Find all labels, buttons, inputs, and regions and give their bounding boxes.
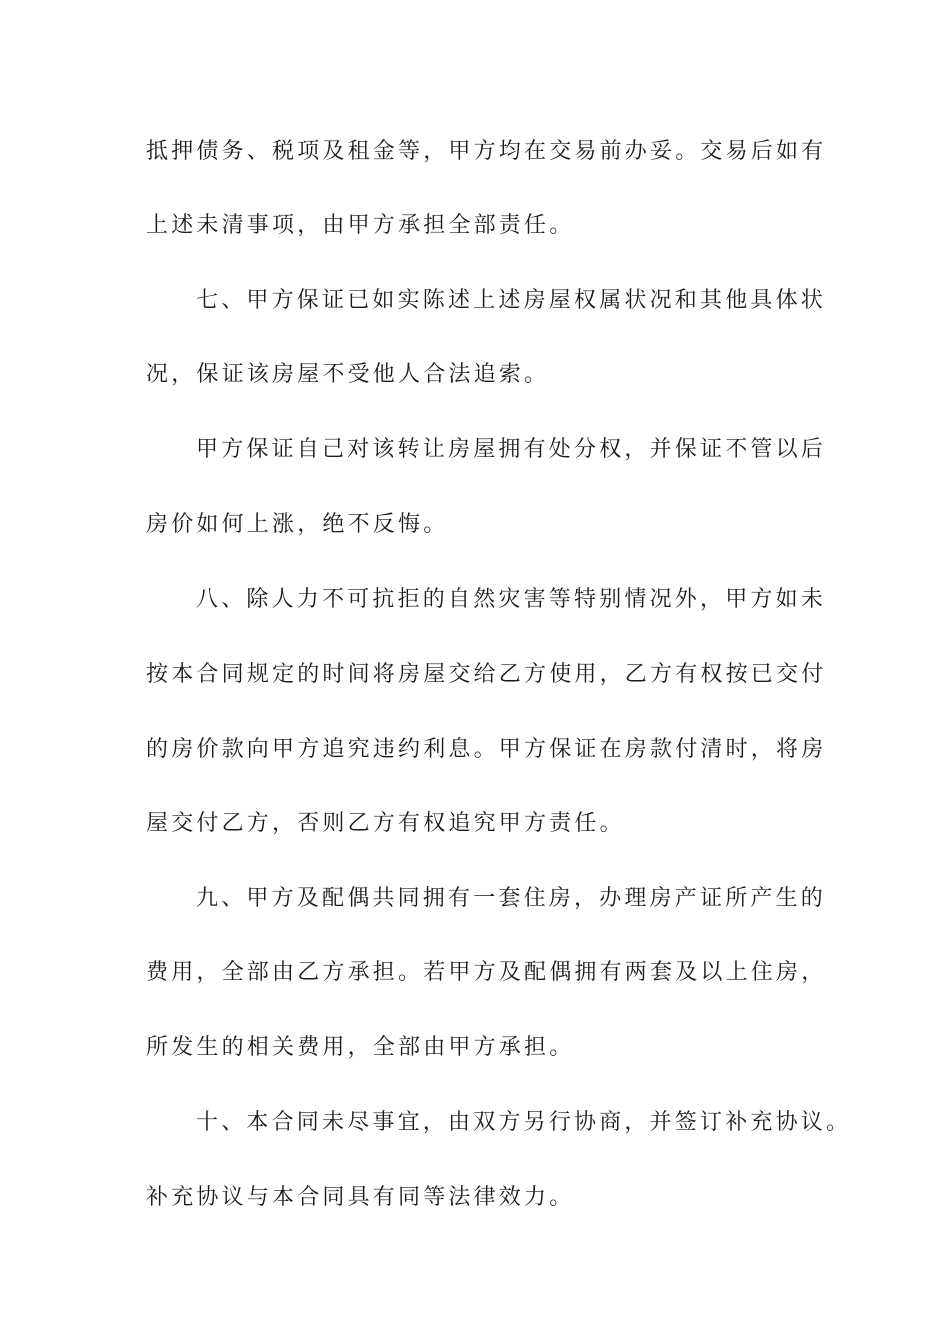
text-line: 的房价款向甲方追究违约利息。甲方保证在房款付清时，将房 [146, 737, 827, 762]
text-line: 十、本合同未尽事宜，由双方另行协商，并签订补充协议。 [196, 1110, 852, 1135]
text-line: 费用，全部由乙方承担。若甲方及配偶拥有两套及以上住房， [146, 960, 827, 985]
text-line: 补充协议与本合同具有同等法律效力。 [146, 1185, 575, 1210]
text-line: 况，保证该房屋不受他人合法追索。 [146, 362, 550, 387]
text-line: 按本合同规定的时间将房屋交给乙方使用，乙方有权按已交付 [146, 662, 827, 687]
text-line: 七、甲方保证已如实陈述上述房屋权属状况和其他具体状 [196, 288, 827, 313]
text-line: 屋交付乙方，否则乙方有权追究甲方责任。 [146, 811, 625, 836]
text-line: 八、除人力不可抗拒的自然灾害等特别情况外，甲方如未 [196, 587, 827, 612]
text-line: 抵押债务、税项及租金等，甲方均在交易前办妥。交易后如有 [146, 139, 827, 164]
text-line: 九、甲方及配偶共同拥有一套住房，办理房产证所产生的 [196, 886, 827, 911]
text-line: 甲方保证自己对该转让房屋拥有处分权，并保证不管以后 [196, 437, 827, 462]
text-line: 上述未清事项，由甲方承担全部责任。 [146, 213, 575, 238]
text-line: 房价如何上涨，绝不反悔。 [146, 512, 449, 537]
text-line: 所发生的相关费用，全部由甲方承担。 [146, 1035, 575, 1060]
